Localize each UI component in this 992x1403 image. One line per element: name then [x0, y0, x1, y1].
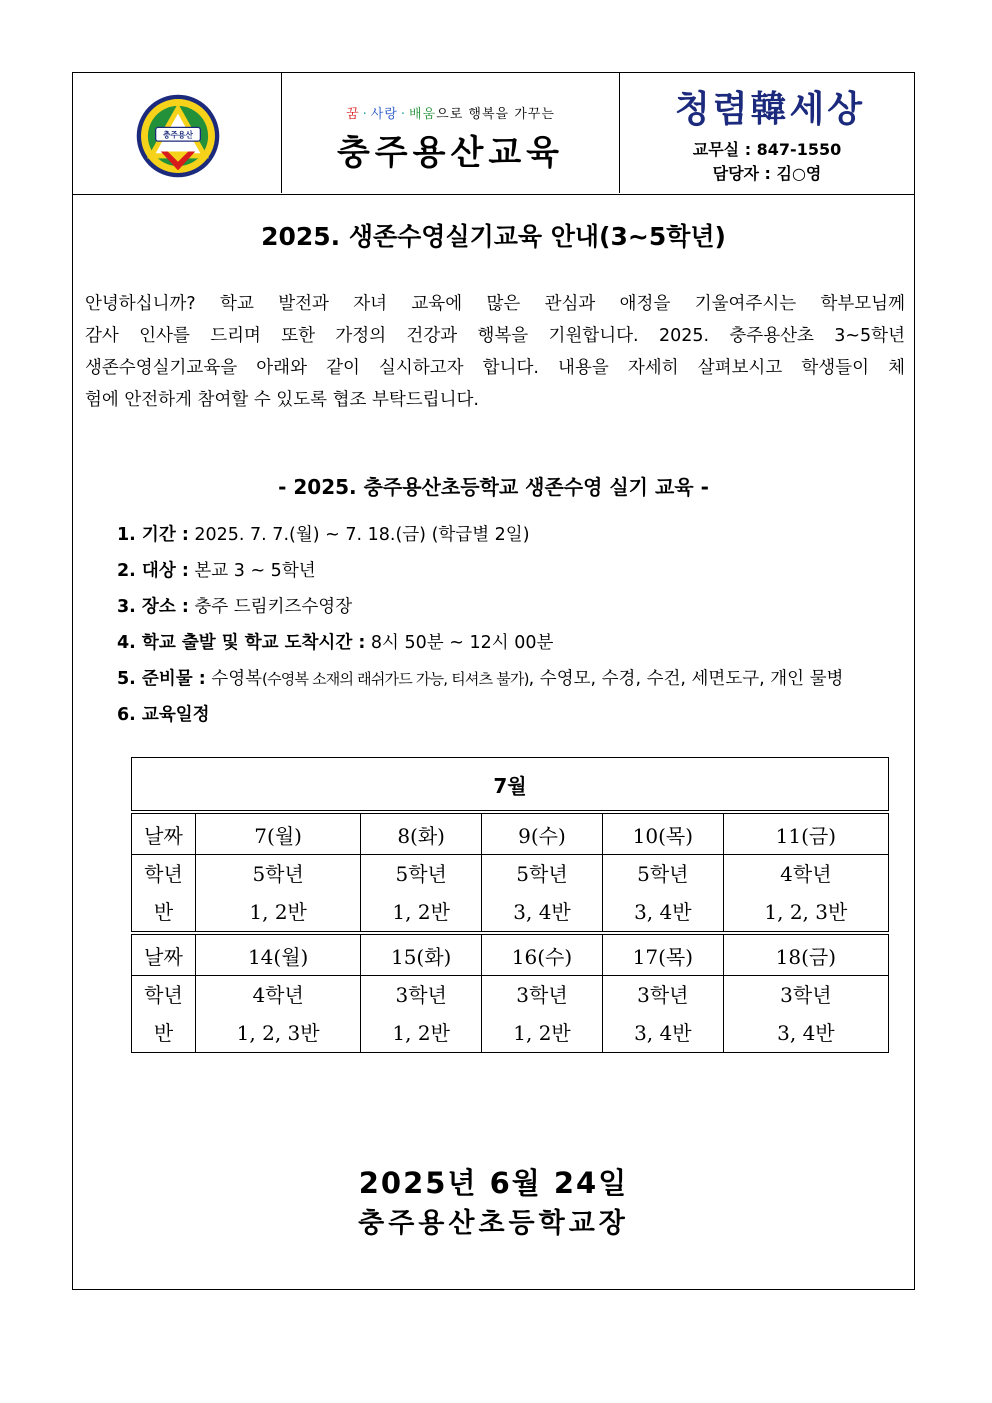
school-emblem-icon: [135, 93, 221, 179]
brand-cell: [282, 73, 620, 193]
grade-cell: [196, 855, 361, 934]
item-value: 충주 드림키즈수영장: [188, 597, 353, 617]
intro-line: 감사 인사를 드리며 또한 가정의 건강과 행복을 기원합니다. 2025. 충주용산초 3~5학년: [85, 326, 905, 346]
grade-cell: [482, 976, 603, 1053]
date-row: [132, 933, 889, 976]
intro-line: 험에 안전하게 참여할 수 있도록 협조 부탁드립니다.: [85, 390, 479, 410]
class-label-line: 반: [153, 900, 174, 924]
grade-cell: [723, 855, 888, 934]
date-cell: 10(목): [602, 812, 723, 855]
grade-cell: [602, 976, 723, 1053]
class-text: 1, 2, 3반: [764, 900, 848, 924]
date-cell: 16(수): [482, 933, 603, 976]
grade-text: 3학년: [780, 983, 832, 1007]
item-supplies: [117, 665, 843, 690]
grade-text: 4학년: [780, 862, 832, 886]
grade-cell: [602, 855, 723, 934]
grade-text: 5학년: [637, 862, 689, 886]
grade-text: 3학년: [516, 983, 568, 1007]
slogan-rest: 으로 행복을 가꾸는: [436, 107, 555, 122]
item-label: 4. 학교 출발 및 학교 도착시간 :: [117, 633, 366, 653]
section-subtitle: - 2025. 충주용산초등학교 생존수영 실기 교육 -: [278, 475, 709, 499]
logo-cell: [73, 73, 282, 193]
contact-cell: [620, 73, 914, 193]
date-cell: 7(월): [196, 812, 361, 855]
slogan-word-learning: 배움: [409, 107, 437, 122]
date-cell: 9(수): [482, 812, 603, 855]
date-label: 날짜: [132, 812, 196, 855]
slogan-word-dream: 꿈: [346, 107, 360, 122]
intro-line: 안녕하십니까? 학교 발전과 자녀 교육에 많은 관심과 애정을 기울여주시는 학부모님께: [85, 294, 905, 314]
grade-text: 4학년: [252, 983, 304, 1007]
item-label: 3. 장소 :: [117, 597, 189, 617]
item-value: 2025. 7. 7.(월) ~ 7. 18.(금) (학급별 2일): [188, 525, 530, 545]
item-label: 5. 준비물 :: [117, 669, 206, 689]
item-target: [117, 557, 316, 582]
grade-text: 5학년: [516, 862, 568, 886]
item-value: 8시 50분 ~ 12시 00분: [365, 633, 554, 653]
integrity-logo-text: 청렴韓세상: [674, 89, 866, 130]
date-cell: 11(금): [723, 812, 888, 855]
date-cell: 8(화): [361, 812, 482, 855]
date-cell: 15(화): [361, 933, 482, 976]
grade-cell: [723, 976, 888, 1053]
document-title: 2025. 생존수영실기교육 안내(3~5학년): [261, 222, 726, 251]
item-value: 본교 3 ~ 5학년: [188, 561, 316, 581]
grade-text: 5학년: [395, 862, 447, 886]
grade-cell: [482, 855, 603, 934]
slogan-word-love: 사랑: [370, 107, 398, 122]
slogan-dot-2: ·: [400, 107, 407, 122]
grade-text: 3학년: [637, 983, 689, 1007]
office-phone: 교무실 : 847-1550: [692, 140, 842, 159]
grade-row: [132, 855, 889, 934]
class-text: 1, 2반: [392, 1021, 450, 1045]
document-frame: [72, 72, 915, 1290]
date-label: 날짜: [132, 933, 196, 976]
class-text: 3, 4반: [634, 1021, 692, 1045]
item-value: 수영복: [205, 669, 263, 689]
schedule-table: [131, 757, 889, 1053]
item-label: 2. 대상 :: [117, 561, 189, 581]
principal-signature: 충주용산초등학교장: [358, 1208, 629, 1239]
grade-text: 3학년: [395, 983, 447, 1007]
issue-date: 2025년 6월 24일: [358, 1166, 629, 1200]
integrity-logo-icon: [628, 83, 913, 133]
class-text: 1, 2반: [392, 900, 450, 924]
slogan-dot-1: ·: [362, 107, 368, 122]
month-header: 7월: [132, 758, 889, 813]
class-text: 1, 2반: [513, 1021, 571, 1045]
item-label: 1. 기간 :: [117, 525, 189, 545]
grade-cell: [361, 855, 482, 934]
letterhead: [73, 73, 914, 195]
grade-label: [132, 976, 196, 1053]
item-time: [117, 629, 553, 654]
class-text: 3, 4반: [777, 1021, 835, 1045]
date-row: [132, 812, 889, 855]
class-label-line: 반: [153, 1021, 174, 1045]
class-text: 3, 4반: [513, 900, 571, 924]
class-text: 1, 2반: [249, 900, 307, 924]
item-schedule: [117, 701, 210, 726]
grade-text: 5학년: [252, 862, 304, 886]
intro-paragraph: [85, 288, 905, 416]
contact-person: 담당자 : 김○영: [712, 164, 822, 183]
grade-label-line: 학년: [144, 862, 183, 886]
grade-cell: [361, 976, 482, 1053]
item-place: [117, 593, 352, 618]
emblem-text: 충주용산: [163, 130, 193, 140]
class-text: 3, 4반: [634, 900, 692, 924]
date-cell: 17(목): [602, 933, 723, 976]
grade-label: [132, 855, 196, 934]
date-cell: 14(월): [196, 933, 361, 976]
slogan: [282, 103, 619, 122]
intro-line: 생존수영실기교육을 아래와 같이 실시하고자 합니다. 내용을 자세히 살펴보시고 학생들이 체: [85, 358, 905, 378]
grade-label-line: 학년: [144, 983, 183, 1007]
item-value-rest: , 수영모, 수경, 수건, 세면도구, 개인 물병: [528, 669, 844, 689]
item-period: [117, 521, 530, 546]
grade-cell: [196, 976, 361, 1053]
date-cell: 18(금): [723, 933, 888, 976]
item-value-note: (수영복 소재의 래쉬가드 가능, 티셔츠 불가): [262, 670, 529, 688]
item-label: 6. 교육일정: [117, 705, 210, 725]
brand-title: 충주용산교육: [336, 133, 565, 173]
grade-row: [132, 976, 889, 1053]
class-text: 1, 2, 3반: [236, 1021, 320, 1045]
